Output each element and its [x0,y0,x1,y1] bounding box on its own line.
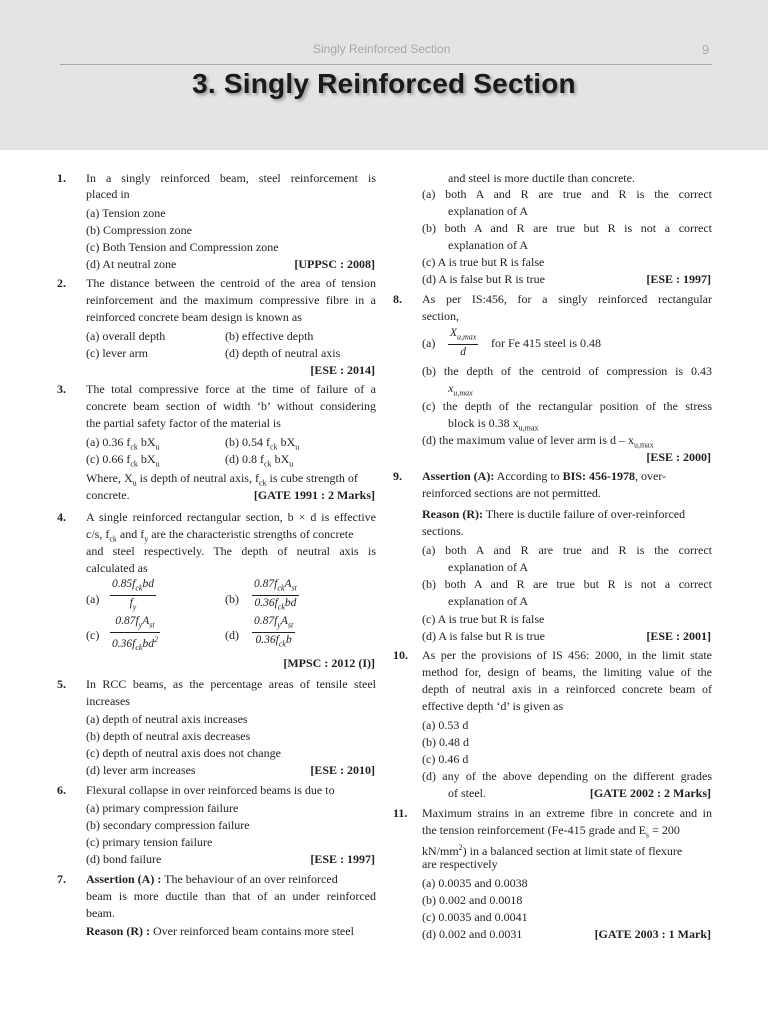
option-a: (a) depth of neutral axis increases [86,712,248,726]
question-text: effective depth ‘d’ is given as [422,699,564,713]
option-a-fraction: $X_{u,max}$ d [450,327,477,359]
option-a: for Fe 415 steel is 0.48 [491,336,601,350]
option-c: (c) the depth of the rectangular position of the stress [422,399,712,413]
question-text: In RCC beams, as the percentage areas of tensile steel [86,677,376,691]
option-b: (b) 0.48 d [422,735,469,749]
option-b: (b) effective depth [225,329,314,343]
question-number: 8. [393,292,402,306]
option-c-fraction: $0.87f_yA_{st}$ $0.36f_{ck}bd^2$ [112,615,158,653]
question-text: increases [86,694,130,708]
question-text: The distance between the centroid of the area of tension [86,276,376,290]
question-text: concrete beam section of width ‘b’ without considering [86,399,376,413]
option-d: (d) bond failure [86,852,162,866]
option-a: explanation of A [448,560,528,574]
question-text: A single reinforced rectangular section, b × d is effective [86,510,376,524]
question-text: Maximum strains in an extreme fibre in concrete and in [422,806,712,820]
option-d: (d) lever arm increases [86,763,196,777]
option-b: explanation of A [448,594,528,608]
question-number: 4. [57,510,66,524]
question-text: depth of neutral axis in a reinforced concrete beam of [422,682,712,696]
assertion-text: beam is more ductile than that of an under reinforced [86,889,376,903]
exam-source: [ESE : 2000] [646,450,711,464]
question-note: concrete. [86,488,130,502]
option-b: explanation of A [448,238,528,252]
option-a: (a) primary compression failure [86,801,239,815]
question-text: Flexural collapse in over reinforced beams is due to [86,783,335,797]
option-c: block is 0.38 $x_{u,max}$ [448,416,539,433]
option-b: $x_{u,max}$ [448,381,473,398]
question-number: 11. [393,806,408,820]
option-d: (d) 0.8 $f_{ck}$ $bX_u$ [225,452,294,469]
exam-source: [ESE : 1997] [310,852,375,866]
option-b: (b) both A and R are true but R is not a correct [422,577,712,591]
header-rule [60,64,712,65]
question-text: calculated as [86,561,148,575]
option-c: (c) A is true but R is false [422,255,545,269]
exam-source: [GATE 1991 : 2 Marks] [253,488,375,502]
assertion-text: beam. [86,906,115,920]
question-number: 9. [393,469,402,483]
option-d-label: (d) [225,628,239,642]
question-note: Where, $X_u$ is depth of neutral axis, $f_{ck}$ is cube strength of [86,471,358,488]
option-c: (c) 0.46 d [422,752,469,766]
option-b: (b) 0.002 and 0.0018 [422,893,523,907]
question-text: c/s, $f_{ck}$ and $f_y$ are the characteristic strengths of concrete [86,527,354,544]
exam-source: [ESE : 2014] [310,363,375,377]
option-a: (a) overall depth [86,329,166,343]
reason-text: sections. [422,524,464,538]
question-number: 2. [57,276,66,290]
option-c: (c) 0.66 $f_{ck}$ $bX_u$ [86,452,160,469]
reason-text: Reason (R) : Over reinforced beam contains more steel [86,924,354,938]
reason-text: Reason (R): There is ductile failure of over-reinforced [422,507,686,521]
question-text: the tension reinforcement (Fe-415 grade and $E_s = 200$ [422,823,680,840]
running-title: Singly Reinforced Section [313,42,451,56]
option-a-fraction: $0.85f_{ck}bd$ $f_y$ [112,578,154,612]
question-number: 10. [393,648,408,662]
option-b: (b) Compression zone [86,223,192,237]
option-a: (a) both A and R are true and R is the correct [422,543,712,557]
question-text: In a singly reinforced beam, steel reinforcement is [86,171,376,185]
page-number: 9 [702,42,710,57]
option-b-label: (b) [225,592,239,606]
option-b: (b) secondary compression failure [86,818,250,832]
option-a: (a) 0.0035 and 0.0038 [422,876,528,890]
question-text: the partial safety factor of the material is [86,416,281,430]
question-number: 5. [57,677,66,691]
option-b: (b) the depth of the centroid of compression is 0.43 [422,364,712,378]
option-b: (b) 0.54 $f_{ck}$ $bX_u$ [225,435,300,452]
exam-source: [ESE : 1997] [646,272,711,286]
option-c: (c) Both Tension and Compression zone [86,240,279,254]
exam-source: [UPPSC : 2008] [294,257,375,271]
question-number: 7. [57,872,66,886]
option-a: (a) Tension zone [86,206,166,220]
option-a: (a) 0.53 d [422,718,469,732]
chapter-header-band [0,0,768,150]
question-number: 6. [57,783,66,797]
option-c: (c) A is true but R is false [422,612,545,626]
assertion-text: Assertion (A) : The behaviour of an over reinforced [86,872,338,886]
question-text: As per the provisions of IS 456: 2000, in the limit state [422,648,712,662]
question-text: As per IS:456, for a singly reinforced rectangular [422,292,712,306]
question-text: are respectively [422,857,498,871]
question-number: 1. [57,171,66,185]
option-a-label: (a) [422,336,436,350]
exam-source: [GATE 2002 : 2 Marks] [589,786,711,800]
option-d: (d) depth of neutral axis [225,346,341,360]
question-number: 3. [57,382,66,396]
question-text: The total compressive force at the time of failure of a [86,382,376,396]
option-d: (d) the maximum value of lever arm is d – $x_{u,max}$ [422,433,654,450]
option-d: (d) A is false but R is true [422,272,545,286]
question-text: section, [422,309,459,323]
option-a: (a) 0.36 $f_{ck}$ $bX_u$ [86,435,160,452]
option-c: (c) primary tension failure [86,835,213,849]
option-d-fraction: $0.87f_yA_{st}$ $0.36f_{ck}b$ [254,615,294,649]
reason-text: and steel is more ductile than concrete. [448,171,635,185]
option-c: (c) lever arm [86,346,148,360]
option-d: of steel. [448,786,486,800]
option-b: (b) depth of neutral axis decreases [86,729,251,743]
exam-source: [GATE 2003 : 1 Mark] [594,927,711,941]
exam-source: [ESE : 2010] [310,763,375,777]
question-text: and steel respectively. The depth of neutral axis is [86,544,376,558]
option-d: (d) 0.002 and 0.0031 [422,927,523,941]
question-text: $kN/mm^2$) in a balanced section at limit state of flexure [422,843,683,858]
option-a: explanation of A [448,204,528,218]
option-a: (a) both A and R are true and R is the correct [422,187,712,201]
option-d: (d) A is false but R is true [422,629,545,643]
option-a-label: (a) [86,592,100,606]
question-text: reinforced concrete beam design is known as [86,310,302,324]
option-b: (b) both A and R are true but R is not a correct [422,221,712,235]
question-text: placed in [86,187,130,201]
option-c: (c) 0.0035 and 0.0041 [422,910,528,924]
option-b-fraction: $0.87f_{ck}A_{st}$ $0.36f_{ck}bd$ [254,578,297,612]
assertion-text: reinforced sections are not permitted. [422,486,601,500]
option-c: (c) depth of neutral axis does not change [86,746,281,760]
option-c-label: (c) [86,628,100,642]
assertion-text: Assertion (A): According to BIS: 456-1978, over- [422,469,667,483]
chapter-title: 3. Singly Reinforced Section [192,68,576,99]
exam-source: [MPSC : 2012 (I)] [283,656,375,670]
option-d: (d) At neutral zone [86,257,177,271]
option-d: (d) any of the above depending on the different grades [422,769,712,783]
exam-source: [ESE : 2001] [646,629,711,643]
question-text: method for, design of beams, the limiting value of the [422,665,712,679]
question-text: reinforcement and the maximum compressive fibre in a [86,293,376,307]
